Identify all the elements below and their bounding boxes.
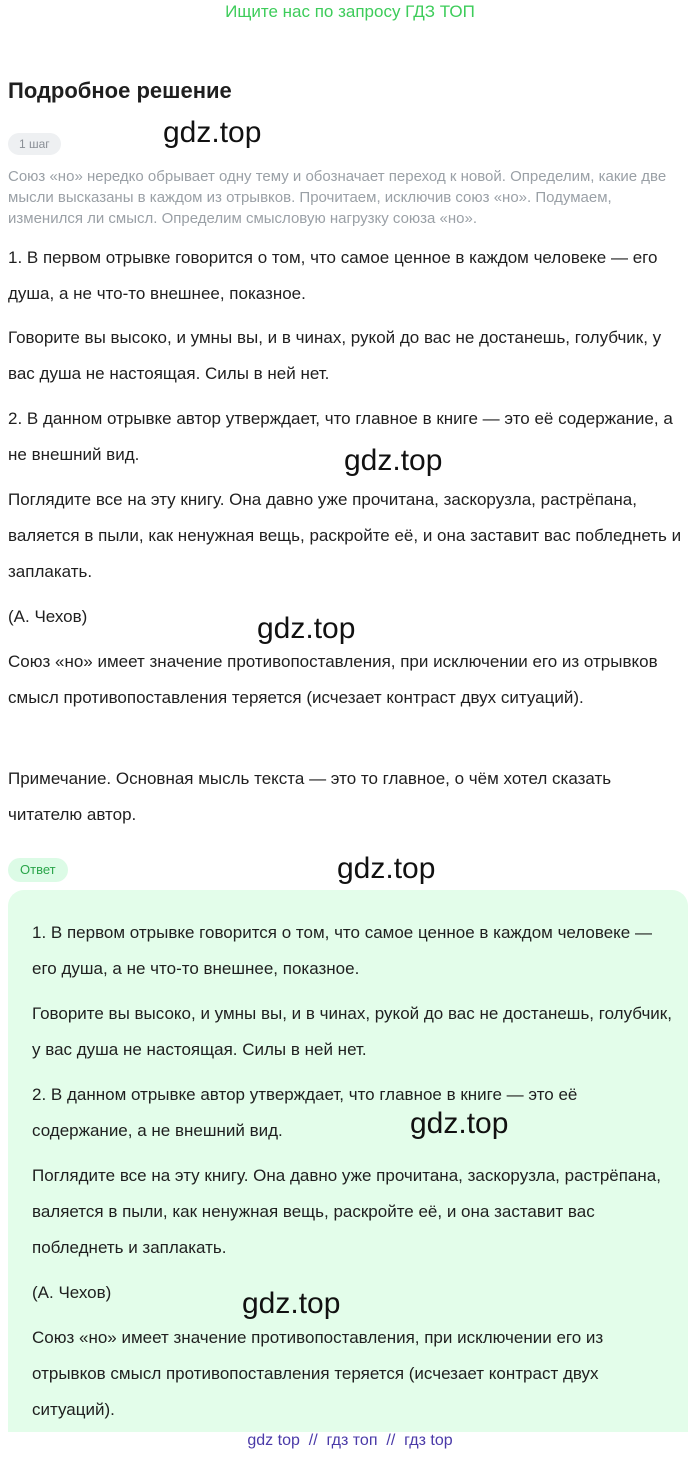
watermark: gdz.top xyxy=(337,852,436,885)
search-banner: Ищите нас по запросу ГДЗ ТОП xyxy=(225,2,475,21)
answer-badge: Ответ xyxy=(8,858,68,882)
solution-paragraph-6: Союз «но» имеет значение противопоставления, при исключении его из отрывков смысл противопоставления теряется (исчезает контраст двух ситуаций). xyxy=(8,652,658,707)
solution-paragraph-2: Говорите вы высоко, и умны вы, и в чинах, рукой до вас не достанешь, голубчик, у вас душа не настоящая. Силы в ней нет. xyxy=(8,328,662,383)
watermark: gdz.top xyxy=(344,444,443,477)
watermark: gdz.top xyxy=(410,1107,509,1140)
answer-paragraph-5: (А. Чехов) xyxy=(32,1283,112,1302)
section-title: Подробное решение xyxy=(8,78,232,103)
watermark: gdz.top xyxy=(242,1287,341,1320)
footer-links[interactable]: gdz top // гдз топ // гдз top xyxy=(247,1432,453,1449)
step-badge: 1 шаг xyxy=(8,133,61,155)
step-hint: Союз «но» нередко обрывает одну тему и обозначает переход к новой. Определим, какие две мысли высказаны в каждом из отрывков. Прочитаем, исключив союз «но». Подумаем, изменился ли смысл. Определим смысловую нагрузку союза «но». xyxy=(8,168,667,227)
answer-paragraph-6: Союз «но» имеет значение противопоставления, при исключении его из отрывков смысл противопоставления теряется (исчезает контраст двух ситуаций). xyxy=(32,1328,604,1419)
answer-paragraph-3: 2. В данном отрывке автор утверждает, что главное в книге — это её содержание, а не внешний вид. xyxy=(32,1085,578,1140)
watermark: gdz.top xyxy=(163,116,262,149)
answer-paragraph-4: Поглядите все на эту книгу. Она давно уже прочитана, заскорузла, растрёпана, валяется в пыли, как ненужная вещь, раскройте её, и она заставит вас побледнеть и заплакать. xyxy=(32,1166,661,1257)
solution-paragraph-7: Примечание. Основная мысль текста — это то главное, о чём хотел сказать читателю автор. xyxy=(8,769,612,824)
answer-paragraph-1: 1. В первом отрывке говорится о том, что самое ценное в каждом человеке — его душа, а не что-то внешнее, показное. xyxy=(32,923,652,978)
answer-paragraph-2: Говорите вы высоко, и умны вы, и в чинах, рукой до вас не достанешь, голубчик, у вас душа не настоящая. Силы в ней нет. xyxy=(32,1004,672,1059)
solution-paragraph-3: 2. В данном отрывке автор утверждает, что главное в книге — это её содержание, а не внешний вид. xyxy=(8,409,673,464)
watermark: gdz.top xyxy=(257,612,356,645)
solution-paragraph-5: (А. Чехов) xyxy=(8,607,88,626)
solution-paragraph-4: Поглядите все на эту книгу. Она давно уже прочитана, заскорузла, растрёпана, валяется в пыли, как ненужная вещь, раскройте её, и она заставит вас побледнеть и заплакать. xyxy=(8,490,682,581)
solution-paragraph-1: 1. В первом отрывке говорится о том, что самое ценное в каждом человеке — его душа, а не что-то внешнее, показное. xyxy=(8,248,658,303)
